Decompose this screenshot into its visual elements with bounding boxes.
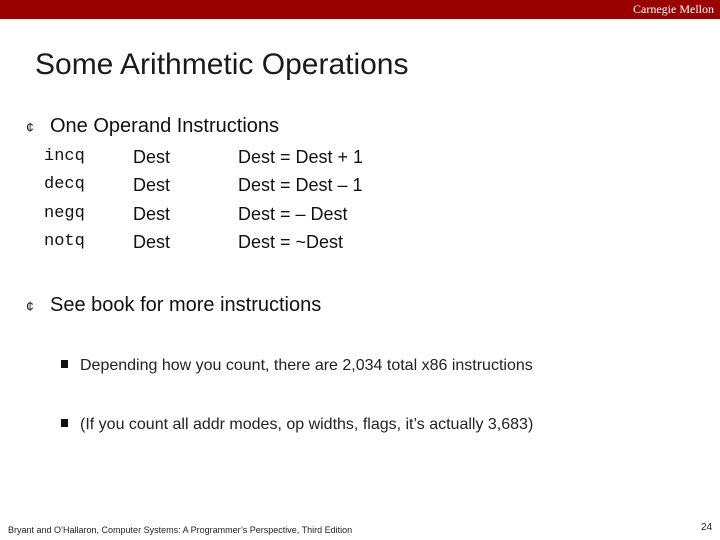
square-bullet-icon (61, 360, 68, 368)
instruction-mnemonic: incq (44, 147, 85, 166)
instruction-operand: Dest (133, 175, 171, 195)
sub-bullet-instruction-count: Depending how you count, there are 2,034 total x86 instructions (80, 357, 533, 374)
instruction-operand: Dest (133, 232, 171, 252)
instruction-effect: Dest = ~Dest (238, 232, 344, 252)
instruction-effect: Dest = – Dest (238, 204, 348, 224)
footer-citation: Bryant and O’Hallaron, Computer Systems: A Programmer’s Perspective, Third Edition (8, 525, 353, 535)
instruction-operand: Dest (133, 204, 171, 224)
instruction-operand: Dest (133, 147, 171, 167)
bullet-icon: ¢ (26, 298, 34, 314)
bullet-one-operand: One Operand Instructions (50, 115, 280, 137)
slide-title: Some Arithmetic Operations (35, 48, 409, 81)
bullet-see-book: See book for more instructions (50, 294, 322, 316)
instruction-effect: Dest = Dest – 1 (238, 175, 363, 195)
instruction-row (44, 228, 444, 256)
header-bar (0, 0, 720, 19)
instruction-row (44, 171, 444, 199)
square-bullet-icon (61, 419, 68, 427)
instruction-row (44, 143, 444, 171)
bullet-icon: ¢ (26, 119, 34, 135)
sub-bullet-addr-modes: (If you count all addr modes, op widths, flags, it’s actually 3,683) (80, 416, 534, 433)
instruction-mnemonic: negq (44, 204, 85, 223)
instruction-row (44, 200, 444, 228)
instruction-mnemonic: notq (44, 232, 85, 251)
brand-label: Carnegie Mellon (633, 2, 714, 16)
instruction-mnemonic: decq (44, 175, 85, 194)
instruction-effect: Dest = Dest + 1 (238, 147, 364, 167)
page-number: 24 (701, 522, 713, 533)
